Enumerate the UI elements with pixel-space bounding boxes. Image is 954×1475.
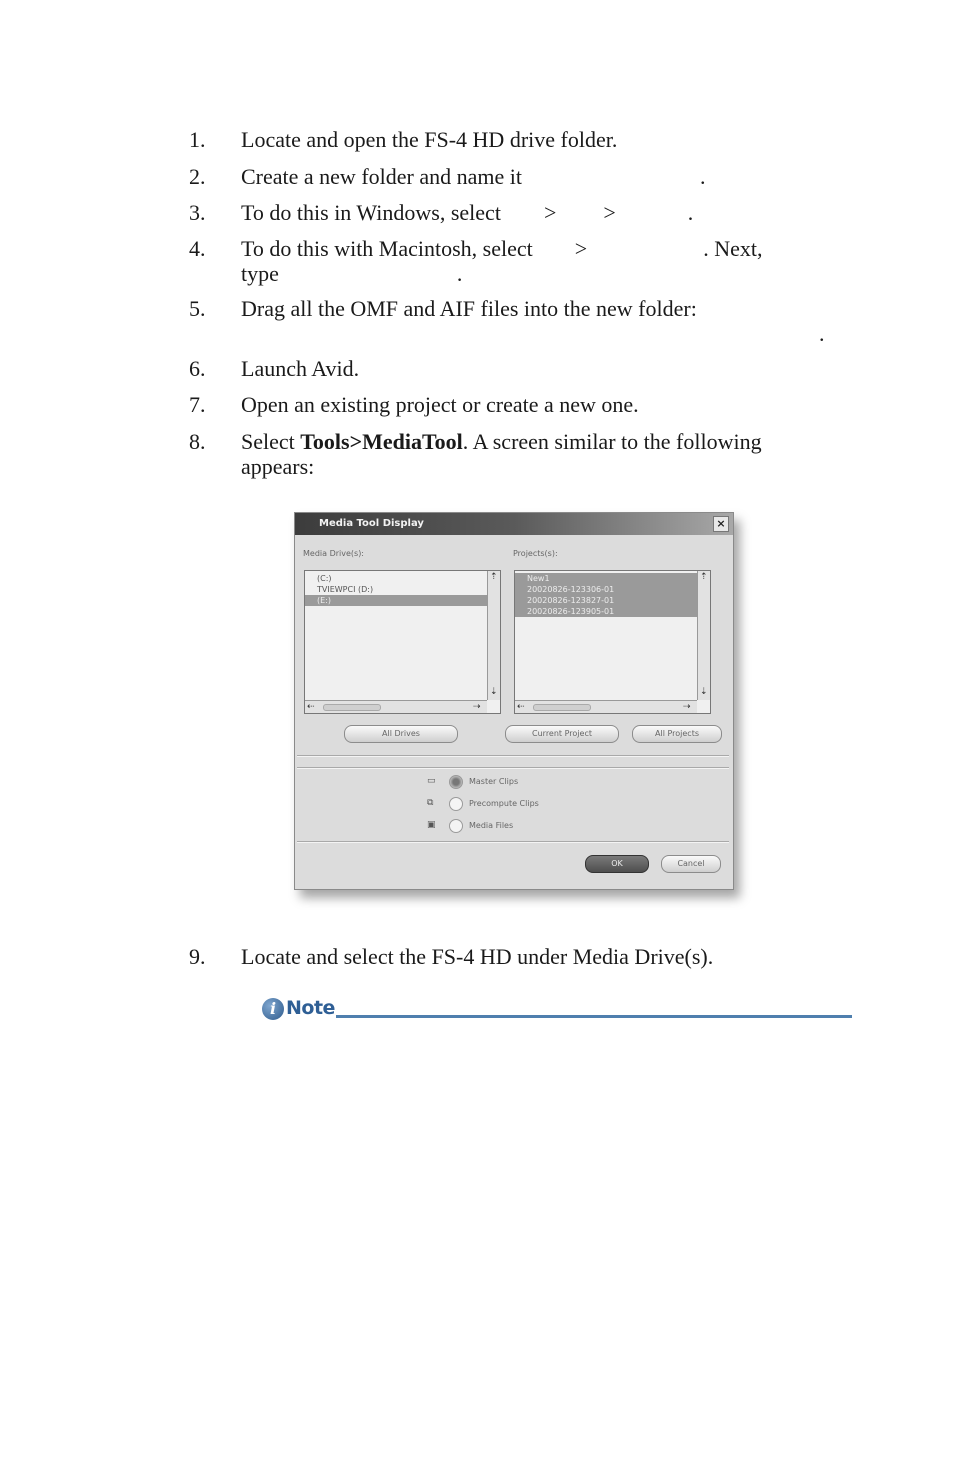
step-text: Launch Avid. — [241, 356, 360, 381]
step-number: 6. — [189, 356, 206, 381]
media-files-radio[interactable] — [449, 819, 463, 833]
note-rule — [336, 1015, 852, 1018]
all-drives-button[interactable]: All Drives — [344, 725, 458, 743]
dialog-title: Media Tool Display — [319, 518, 424, 529]
horizontal-scrollbar[interactable] — [305, 700, 487, 713]
note-banner — [262, 994, 854, 1024]
note-heading: Note — [286, 997, 335, 1019]
ok-button[interactable]: OK — [585, 855, 649, 873]
divider — [297, 841, 729, 843]
option-label: Precompute Clips — [469, 799, 539, 808]
step-number: 2. — [189, 164, 206, 189]
step-number: 8. — [189, 429, 206, 454]
step-text: Drag all the OMF and AIF files into the new folder: — [241, 296, 697, 321]
option-master-clips[interactable] — [427, 775, 567, 789]
project-item-selected[interactable]: 20020826-123306-01 — [515, 584, 697, 595]
media-file-icon: ▣ — [427, 820, 436, 830]
step-text: Create a new folder and name it — [241, 164, 522, 189]
info-icon: i — [262, 998, 284, 1020]
scroll-down-icon[interactable]: ⇣ — [490, 687, 498, 697]
scroll-thumb[interactable] — [533, 704, 591, 711]
scroll-up-icon[interactable]: ⇡ — [700, 572, 708, 582]
step-number: 3. — [189, 200, 206, 225]
precompute-icon: ⧉ — [427, 798, 434, 808]
step-number: 5. — [189, 296, 206, 321]
separator: > — [543, 200, 557, 225]
cancel-button[interactable]: Cancel — [661, 855, 721, 873]
vertical-scrollbar[interactable] — [487, 571, 500, 700]
scroll-left-icon[interactable]: ⇠ — [307, 702, 315, 712]
step-number: 9. — [189, 944, 206, 969]
step-tail: . — [687, 200, 694, 225]
step-number: 7. — [189, 392, 206, 417]
scroll-thumb[interactable] — [323, 704, 381, 711]
step-text: To do this in Windows, select — [241, 200, 501, 225]
media-drives-list[interactable] — [304, 570, 501, 714]
step-tail: . — [699, 164, 706, 189]
step-text: Locate and select the FS-4 HD under Media Drive(s). — [241, 944, 714, 969]
vertical-scrollbar[interactable] — [697, 571, 710, 700]
step-tail: . — [456, 261, 463, 286]
divider — [297, 755, 729, 757]
projects-list[interactable] — [514, 570, 711, 714]
step-tail: . Next, — [703, 236, 763, 261]
project-item-selected[interactable]: New1 — [515, 573, 697, 584]
horizontal-scrollbar[interactable] — [515, 700, 697, 713]
media-tool-dialog — [294, 512, 734, 890]
separator: > — [603, 200, 616, 225]
drive-item[interactable]: TVIEWPCI (D:) — [317, 585, 374, 594]
scroll-up-icon[interactable]: ⇡ — [490, 572, 498, 582]
project-item-selected[interactable]: 20020826-123827-01 — [515, 595, 697, 606]
option-label: Media Files — [469, 821, 514, 830]
menu-path: Tools>MediaTool — [300, 429, 463, 454]
current-project-button[interactable]: Current Project — [505, 725, 619, 743]
all-projects-button[interactable]: All Projects — [632, 725, 722, 743]
master-clips-radio[interactable] — [449, 775, 463, 789]
dialog-titlebar[interactable] — [295, 513, 733, 535]
option-precompute-clips[interactable] — [427, 797, 567, 811]
step-text: Open an existing project or create a new one. — [241, 392, 639, 417]
step-text-line2: appears: — [241, 454, 315, 479]
step-number: 1. — [189, 127, 206, 152]
separator: > — [574, 236, 588, 261]
precompute-clips-radio[interactable] — [449, 797, 463, 811]
project-item-selected[interactable]: 20020826-123905-01 — [515, 606, 697, 617]
step-number: 4. — [189, 236, 206, 261]
step-text: . A screen similar to the following — [462, 429, 762, 454]
step-tail: . — [819, 321, 825, 346]
step-text: Locate and open the FS-4 HD drive folder. — [241, 127, 618, 152]
step-text: Select — [241, 429, 295, 454]
option-label: Master Clips — [469, 777, 519, 786]
drive-item[interactable]: (C:) — [317, 574, 332, 583]
clip-icon: ▭ — [427, 776, 436, 786]
drive-item-selected[interactable]: (E:) — [305, 595, 487, 606]
media-drives-label: Media Drive(s): — [303, 549, 365, 558]
step-text: To do this with Macintosh, select — [241, 236, 533, 261]
projects-label: Projects(s): — [513, 549, 558, 558]
step-text-line2: type — [241, 261, 279, 286]
divider — [297, 767, 729, 769]
scroll-right-icon[interactable]: ⇢ — [683, 702, 691, 712]
scroll-down-icon[interactable]: ⇣ — [700, 687, 708, 697]
option-media-files[interactable] — [427, 819, 567, 833]
scroll-right-icon[interactable]: ⇢ — [473, 702, 481, 712]
close-icon[interactable]: × — [713, 516, 729, 532]
scroll-left-icon[interactable]: ⇠ — [517, 702, 525, 712]
